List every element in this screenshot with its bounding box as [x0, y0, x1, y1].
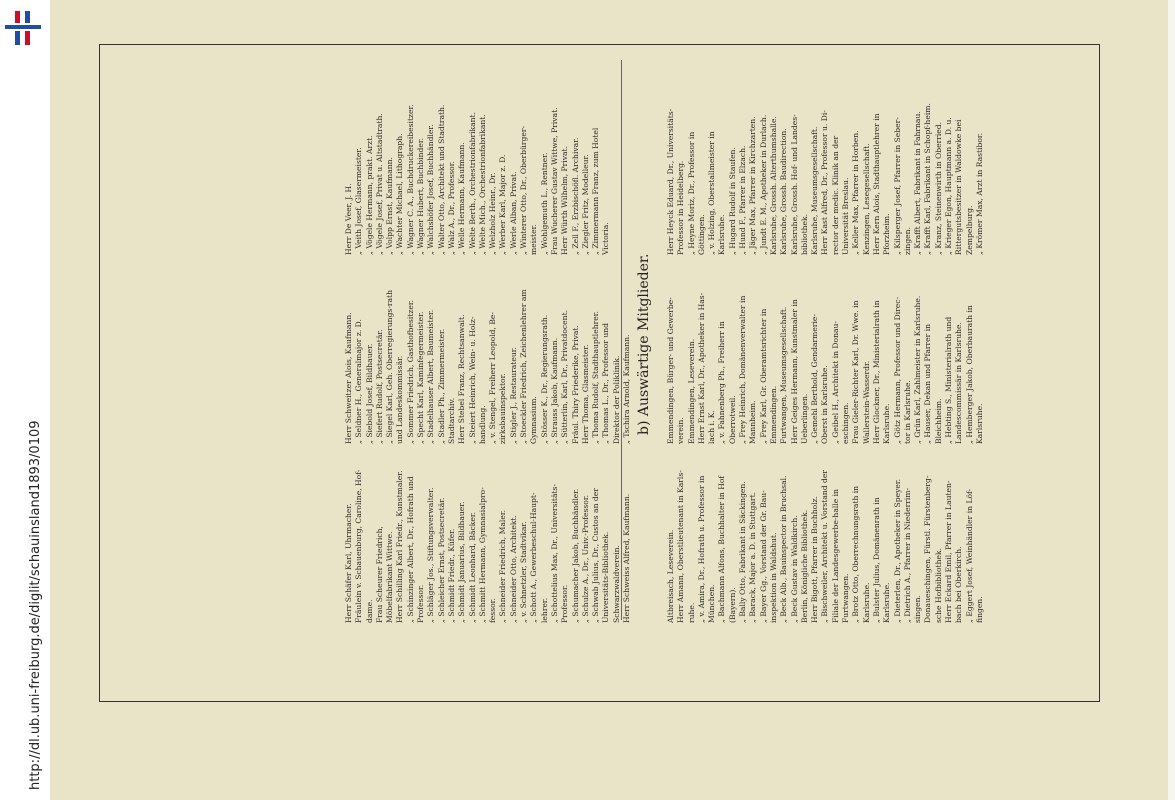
- member-entry: Furtwangen, Museumsgesellschaft.: [779, 306, 789, 444]
- member-entry: „ Welte Mich., Orchestrionfabrikant.: [477, 114, 487, 255]
- member-entry: Herr Ernst Karl, Dr., Apotheker in Has-lach i. K.: [696, 292, 717, 444]
- member-entry: „ Walchshöfer Josef, Buchhändler.: [426, 124, 436, 255]
- member-entry: Herr Thoma, Glasmeister.: [580, 344, 590, 444]
- member-entry: „ Schläger Jos., Stiftungsverwalter.: [426, 487, 436, 623]
- member-entry: Fräulein v. Schauenburg, Caroline, Hof-dame.: [354, 469, 374, 623]
- member-entry: „ Schmidt Friedr., Küfer.: [446, 528, 456, 623]
- member-entry: „ Bischweiler, Architekt u. Vorstand der Filiale der Landesgewerbe-halle in Furtwangen.: [820, 470, 851, 623]
- member-entry: „ Thomas L., Dr., Professor und Direktor der Poliklinik.: [601, 323, 621, 444]
- member-entry: „ Wagner Hubert, Buchbinder.: [416, 137, 426, 255]
- member-entry: „ Schinzinger Albert, Dr., Hofrath und Professor.: [405, 476, 426, 623]
- member-entry: „ Siebold Josef, Bildhauer.: [364, 343, 374, 444]
- member-entry: „ v. Schnetzler, Stadtvikar.: [519, 521, 529, 623]
- member-entry: „ Schwab Julius, Dr., Custos an der Universitäts-Bibliothek.: [591, 488, 611, 623]
- member-entry: Herr De Veer, J. H.: [344, 183, 353, 255]
- member-entry: Frau Gieler-Richter Karl, Dr. Wwe. in Wallerstein-Wasserdr.: [851, 300, 871, 444]
- member-entry: „ Schneider Otto, Architekt.: [508, 515, 518, 623]
- member-entry: „ Bayer Gg., Vorstand der Gr. Bau-inspektion in Waldshut.: [758, 490, 778, 623]
- source-url-link[interactable]: http://dl.ub.uni-freiburg.de/diglit/schauinsland1893/0109: [28, 420, 43, 790]
- member-entry: „ Hugard Rudolf in Staufen.: [727, 147, 737, 255]
- member-entry: Herr Schweitzer Alois, Kaufmann.: [344, 312, 353, 444]
- member-entry: Herr Kast Alfred, Dr., Professor u. Di-rector der medic. Klinik an der Universität Breslau.: [820, 110, 851, 255]
- member-entry: „ Winterer Otto, Dr., Oberbürger-meister.: [519, 125, 539, 255]
- member-entry: „ Gemehl Berthold, Gendarmerie-Oberst in Karlsruhe.: [810, 314, 830, 444]
- member-column-6: [666, 100, 985, 255]
- member-entry: „ Barack, Major a. D. in Stuttgart.: [748, 491, 758, 623]
- member-entry: Herr Glockner, Dr., Ministerialrath in Karlsruhe.: [871, 300, 892, 444]
- member-entry: „ Zimmermann Franz, zum Hotel Victoria.: [591, 127, 611, 255]
- member-entry: Herr Schäfer Karl, Uhrmacher.: [344, 503, 353, 623]
- member-entry: „ Schott A., Gewerbeschul-Haupt-lehrer.: [529, 492, 549, 623]
- member-column-4: [666, 468, 985, 623]
- member-entry: „ v. Fahnenberg Ph., Freiherr in Oberrotweil.: [717, 321, 737, 444]
- member-entry: „ Welle Hermann, Kaufmann.: [457, 142, 467, 255]
- member-entry: „ Thoma Rudolf, Stadthauptlehrer.: [591, 311, 601, 444]
- member-entry: „ Vögele Josef, Privat u. Altstadtrath.: [374, 113, 384, 255]
- member-entry: „ Schmidt Januarius, Bildhauer.: [457, 501, 467, 623]
- member-entry: „ Siegel Karl, Geh. Oberregierungs-rath und Landeskommissär.: [385, 290, 405, 444]
- member-entry: Donaueschingen, Fürstl. Fürstenberg-sche Hofbibliothek.: [923, 475, 943, 623]
- member-entry: „ v. Holzing, Oberstallmeister in Karlsruhe.: [707, 131, 727, 255]
- university-library-logo-icon: [3, 8, 43, 48]
- member-entry: „ Bally Otto, Fabrikant in Säckingen.: [738, 481, 748, 623]
- member-entry: „ Zell F., Erzbischöfl. Archivar.: [570, 137, 580, 255]
- member-entry: „ Stigler J., Restaurateur.: [508, 347, 518, 444]
- member-entry: Herr Kern Alois, Stadthauptlehrer in Pforzheim.: [871, 113, 892, 255]
- member-entry: Herr Bigott, Pfarrer in Buchholz.: [810, 495, 820, 623]
- member-entry: Karlsruhe, Grossh. Hof- und Landes-bibliothek.: [789, 114, 809, 255]
- member-entry: „ Krieger Egon, Hauptmann a. D. u. Rittergutsbesitzer in Waldowke bei Zempelburg.: [944, 117, 974, 255]
- member-entry: „ Brotz Otto, Oberrechnungsrath in Karlsruhe.: [851, 485, 871, 623]
- member-entry: „ Ziegler Fritz, Modelleur.: [580, 154, 590, 255]
- member-entry: „ v. Amira, Dr., Hofrath u. Professor in München.: [696, 475, 717, 623]
- member-entry: „ Wachter Michael, Lithograph.: [395, 133, 405, 255]
- page-content-rotated: [344, 0, 990, 645]
- member-entry: „ Wohlgemuth L., Rentner.: [539, 152, 549, 255]
- member-entry: Herr Schilling Karl Friedr., Kunstmaler.: [395, 470, 405, 623]
- member-entry: „ Kilsperger Josef, Pfarrer in Seber-zingen.: [892, 117, 912, 255]
- member-entry: „ Veith Josef, Glasermeister.: [354, 147, 364, 255]
- member-entry: „ Schmidt Leonhard, Bäcker.: [467, 511, 477, 623]
- member-entry: „ Götz Hermann, Professor und Direc-tor in Karlsruhe.: [892, 296, 912, 444]
- member-entry: „ Steiert Heinrich, Wein- u. Holz-handlung.: [467, 316, 487, 444]
- member-entry: „ Welte Berth., Orchestrionfabrikant.: [467, 111, 477, 255]
- member-entry: „ Krafft Karl, Fabrikant in Schopf-heim.: [923, 103, 933, 255]
- member-entry: Emmendingen, Leseverein.: [686, 338, 696, 444]
- member-entry: „ Eggert Josef, Weinhändler in Löf-fingen.: [964, 488, 984, 623]
- member-entry: „ Specht Karl, Kaminfegermeister.: [416, 311, 426, 444]
- member-entry: Herr Würth Wilhelm, Privat.: [560, 146, 570, 255]
- member-entry: „ Schmitt Hermann, Gymnasialpro-fessor.: [477, 487, 498, 623]
- member-entry: „ Frey Karl, Gr. Oberamtsrichter in Emmendingen.: [758, 308, 778, 444]
- member-entry: „ Hebting S., Ministerialrath und Landescommissär in Karlsruhe.: [944, 316, 964, 444]
- member-entry: „ Walter Otto, Architekt und Stadtrath.: [436, 104, 446, 255]
- member-entry: „ Schottelius Max, Dr., Universitäts-Professor.: [549, 483, 570, 623]
- member-entry: „ Beck Gustav in Waldkirch.: [789, 515, 799, 623]
- member-entry: Herr Schweiss Alfred, Kaufmann.: [622, 493, 632, 623]
- member-entry: „ Bachmann Alfons, Buchhalter in Hof (Bayern).: [717, 475, 737, 623]
- member-entry: „ Krömer Max, Arzt in Rastibor.: [974, 132, 984, 255]
- member-entry: Karlsruhe, Museumsgesellschaft.: [810, 126, 820, 255]
- page-content: [344, 0, 1175, 645]
- member-entry: „ Krafft Albert, Fabrikant in Fahrnau.: [913, 111, 923, 255]
- member-entry: „ Sommer Friedrich, Gasthofbesitzer.: [405, 299, 415, 444]
- member-entry: „ Hauser, Dekan und Pfarrer in Bleichheim.: [923, 323, 943, 444]
- member-entry: „ Siefert Rudolf, Postsecretär.: [374, 329, 384, 444]
- member-entry: „ Jäger Max, Pfarrer in Kirchzarten.: [748, 116, 758, 255]
- member-entry: „ Schumacher Jakob, Buchhändler.: [570, 488, 580, 623]
- member-entry: „ Werber Karl, Major z. D.: [498, 154, 508, 255]
- member-entry: Stadtarchiv.: [446, 397, 456, 444]
- member-entry: Herr Stebel Franz, Rechtsanwalt.: [457, 314, 467, 444]
- member-entry: „ Bulster Julius, Domänenrath in Karlsruhe.: [871, 497, 892, 623]
- member-entry: „ Sütterlin, Karl, Dr., Privatdocent.: [560, 309, 570, 444]
- member-entry: Emmendingen, Bürger- und Gewerbe-verein.: [666, 297, 686, 444]
- member-entry: Karlsruhe, Grossh. Alterthumshalle.: [768, 116, 778, 255]
- member-entry: „ Heyne Moriz, Dr., Professor in Göttingen.: [686, 131, 706, 255]
- member-entry: „ Schulze A., Dr., Univ.-Professor.: [580, 494, 590, 623]
- member-entry: „ Grün Karl, Zahlmeister in Karlsruhe.: [913, 295, 923, 444]
- member-entry: Frau Wucherer Gustav Wittwe, Privat.: [549, 107, 559, 255]
- member-column-2: [344, 289, 632, 444]
- member-entry: Frau Scheurer Friedrich, Möbelfabrikant Wittwe.: [374, 526, 395, 623]
- member-entry: „ Stoeckler Friedrich, Zeichenlehrer am Gymnasium.: [519, 289, 539, 444]
- member-entry: „ Welzholz Heinr., Dr.: [488, 172, 498, 255]
- member-column-3: [344, 100, 612, 255]
- member-entry: „ Wagner C. A., Buchdruckereibesitzer.: [405, 104, 415, 255]
- section-heading: b) Auswärtige Mitglieder.: [636, 253, 652, 435]
- section-rule: [621, 60, 622, 620]
- sidebar: [0, 0, 50, 800]
- member-column-1: [344, 468, 632, 623]
- member-entry: „ Schneider Friedrich, Maler.: [498, 509, 508, 623]
- member-entry: „ Jundt E. M., Apotheker in Durlach.: [758, 114, 768, 255]
- member-entry: „ Strauss Jakob, Kaufmann.: [549, 337, 559, 444]
- member-entry: „ Stadler Ph., Zimmermeister.: [436, 328, 446, 444]
- member-entry: Herr Amann, Oberstlieutenant in Karls-ruhe.: [676, 470, 696, 623]
- member-entry: „ Seldner H., Generalmajor z. D.: [354, 319, 364, 444]
- member-entry: Herr Heyck Eduard, Dr., Universitäts-Professor in Heidelberg.: [666, 108, 686, 255]
- member-entry: „ Stösser K., Dr., Regierungsrath.: [539, 314, 549, 444]
- member-entry: „ Volpp Ernst, Kaufmann.: [385, 157, 395, 255]
- member-entry: „ Frey Heinrich, Domänenverwalter in Mannheim.: [738, 295, 758, 444]
- member-entry: Herr Geiges Hermann, Kunstmaler in Ueberlingen.: [789, 299, 809, 444]
- member-column-5: [666, 289, 985, 444]
- member-entry: „ Walz A., Dr., Professor.: [446, 161, 456, 255]
- member-entry: „ Keller Max, Pfarrer in Horben.: [851, 130, 861, 255]
- member-entry: „ Hemberger Jakob, Oberbaurath in Karlsruhe.: [964, 305, 984, 444]
- member-entry: „ Tschira Arnold, Kaufmann.: [622, 334, 632, 444]
- member-entry: „ Dieterlen, Dr., Apotheker in Speyer.: [892, 478, 902, 623]
- member-entry: „ Beck Alb., Bauinspector in Bruchsal.: [779, 475, 789, 623]
- member-entry: „ Vögele Hermann, prakt. Arzt.: [364, 135, 374, 255]
- member-entry: Karlsruhe, Grossh. Baudirection.: [779, 128, 789, 255]
- member-entry: „ v. Stengel, Freiherr Leopold, Be-zirksbauinspektor.: [488, 312, 508, 444]
- member-entry: „ Geibel H., Architekt in Donau-eschingen.: [830, 321, 851, 444]
- member-entry: Kenzingen, Lesegesellschaft.: [861, 143, 871, 255]
- member-entry: „ Hund F., Pfarrer in Elzach.: [738, 145, 748, 255]
- member-entry: „ Dietrich A., Pfarrer in Niederrim-singen.: [902, 487, 923, 623]
- member-entry: „ Kranz, Steinenwirth in Oberried.: [933, 121, 943, 255]
- member-entry: Herr Eckard Emil, Pfarrer in Lauten-bach bei Oberkirch.: [944, 480, 964, 623]
- member-entry: Fräul. Thiry Friederike, Privat.: [570, 325, 580, 444]
- member-entry: Schwarzwaldverein.: [611, 545, 621, 623]
- member-entry: „ Stadelhauser Albert, Baumeister.: [426, 309, 436, 444]
- member-entry: „ Schleicher Ernst, Postsecretär.: [436, 497, 446, 623]
- member-entry: Altbreisach, Leseverein.: [666, 529, 675, 623]
- member-entry: „ Werle Alban, Privat.: [508, 171, 518, 255]
- member-entry: Berlin, Königliche Bibliothek.: [799, 509, 809, 623]
